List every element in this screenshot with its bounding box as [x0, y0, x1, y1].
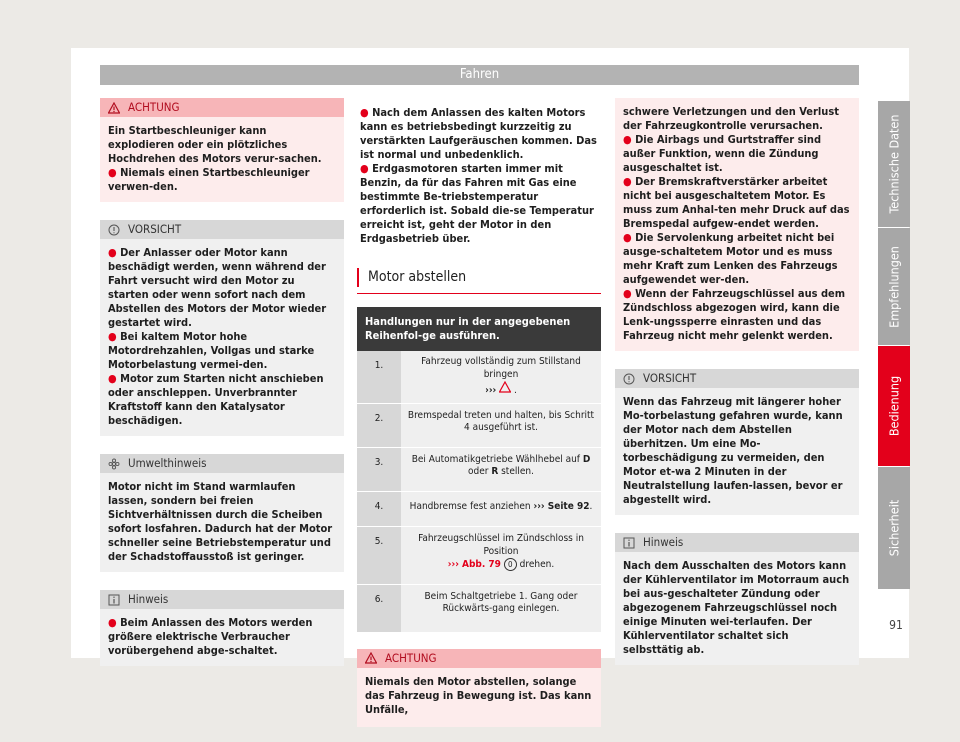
- table-row: 6. Beim Schaltgetriebe 1. Gang oder Rückwärts-gang einlegen.: [357, 584, 601, 632]
- list-item: ● Erdgasmotoren starten immer mit Benzin, da für das Fahren mit Gas eine bestimmte Be-triebstemperatur erforderlich ist. Sobald die-se Temperatur erreicht ist, geht der Motor in den Erdgasbetrieb über.: [360, 162, 594, 245]
- hinweis-header: Hinweis: [615, 533, 859, 552]
- caution-circle-icon: [623, 373, 635, 385]
- page-number: 91: [889, 618, 903, 632]
- info-icon: [623, 537, 635, 549]
- hinweis-box: [100, 590, 344, 666]
- warning-triangle-icon: [108, 102, 120, 114]
- table-row: 5. Fahrzeugschlüssel im Zündschloss in Position ››› Abb. 79 0 drehen.: [357, 527, 601, 585]
- achtung-body: Ein Startbeschleuniger kann explodieren oder ein plötzliches Hochdrehen des Motors verur-sachen. ● Niemals einen Startbeschleuniger verwen-den.: [100, 117, 344, 202]
- column-1: [100, 98, 344, 681]
- list-item: ● Motor zum Starten nicht anschieben oder anschleppen. Unverbrannter Kraftstoff kann den Katalysator beschädigen.: [108, 372, 324, 427]
- achtung-body: schwere Verletzungen und den Verlust der Fahrzeugkontrolle verursachen. ● Die Airbags und Gurtstraffer sind außer Funktion, wenn die Zündung ausgeschaltet ist. ● Der Bremskraftverstärker arbeitet nicht bei ausgeschaltetem Motor. Es muss zum Anhal-ten mehr Druck auf das Bremspedal aufgew-endet werden. ● Die Servolenkung arbeitet nicht bei ausge-schaltetem Motor und es muss mehr Kraft zum Lenken des Fahrzeugs aufgewendet wer-den. ● Wenn der Fahrzeugschlüssel aus dem Zündschloss abgezogen wird, kann die Lenk-ungssperre einrasten und das Fahrzeug nicht mehr gelenkt werden.: [615, 98, 859, 351]
- caution-circle-icon: [108, 224, 120, 236]
- list-item: ● Wenn der Fahrzeugschlüssel aus dem Zündschloss abgezogen wird, kann die Lenk-ungssperre einrasten und das Fahrzeug nicht mehr gelenkt werden.: [623, 287, 846, 342]
- tab-technische-daten[interactable]: Technische Daten: [878, 101, 910, 227]
- section-title: Motor abstellen: [357, 268, 601, 287]
- text-block: [357, 98, 601, 246]
- section-divider: [357, 293, 601, 294]
- achtung-body: Niemals den Motor abstellen, solange das Fahrzeug in Bewegung ist. Das kann Unfälle,: [357, 668, 601, 727]
- list-item: ● Der Anlasser oder Motor kann beschädigt werden, wenn während der Fahrt versucht wird den Motor zu starten oder wenn sofort nach dem Abstellen des Motors der Motor wieder gestartet wird.: [108, 246, 327, 329]
- hinweis-header: Hinweis: [100, 590, 344, 609]
- vorsicht-body: [100, 239, 344, 436]
- table-row: 4. Handbremse fest anziehen ››› Seite 92.: [357, 491, 601, 527]
- vorsicht-body: Wenn das Fahrzeug mit längerer hoher Mo-torbelastung gefahren wurde, kann der Motor nach dem Abstellen überhitzen. Um eine Mo-torbeschädigung zu vermeiden, den Motor et-wa 2 Minuten in der Neutralstellung laufen-lassen, bevor er abgestellt wird.: [615, 388, 859, 515]
- page-header: Fahren: [100, 65, 859, 85]
- tab-sicherheit[interactable]: Sicherheit: [878, 467, 910, 589]
- environment-flower-icon: [108, 458, 120, 470]
- vorsicht-box: [100, 220, 344, 436]
- table-row: 3. Bei Automatikgetriebe Wählhebel auf D oder R stellen.: [357, 447, 601, 491]
- list-item: ● Der Bremskraftverstärker arbeitet nicht bei ausgeschaltetem Motor. Es muss zum Anhal-ten mehr Druck auf das Bremspedal aufgew-endet werden.: [623, 175, 850, 230]
- achtung-box: [100, 98, 344, 202]
- umwelthinweis-body: Motor nicht im Stand warmlaufen lassen, sondern bei freien Sichtverhältnissen durch die Scheiben sofort losfahren. Dadurch hat der Motor schneller seine Betriebstemperatur und der Schadstoffausstoß ist geringer.: [100, 473, 344, 572]
- column-2: [357, 98, 601, 742]
- vorsicht-header: VORSICHT: [615, 369, 859, 388]
- list-item: ● Bei kaltem Motor hohe Motordrehzahlen, Vollgas und starke Motorbelastung vermei-den.: [108, 330, 315, 371]
- warning-triangle-icon: [499, 381, 511, 393]
- steps-table: [357, 307, 601, 633]
- umwelthinweis-box: [100, 454, 344, 572]
- list-item: ● Niemals einen Startbeschleuniger verwen-den.: [108, 166, 310, 193]
- table-row: 2. Bremspedal treten und halten, bis Schritt 4 ausgeführt ist.: [357, 403, 601, 447]
- umwelthinweis-header: Umwelthinweis: [100, 454, 344, 473]
- tab-empfehlungen[interactable]: Empfehlungen: [878, 228, 910, 345]
- hinweis-body: [100, 609, 344, 666]
- column-3: [615, 98, 859, 680]
- page-reference-link[interactable]: ››› Seite 92: [533, 500, 590, 512]
- figure-reference-link[interactable]: ››› Abb. 79: [447, 559, 501, 570]
- tab-bedienung[interactable]: Bedienung: [878, 346, 910, 466]
- list-item: ● Nach dem Anlassen des kalten Motors kann es betriebsbedingt kurzzeitig zu verstärkten Laufgeräuschen kommen. Das ist normal und unbedenklich.: [360, 106, 597, 161]
- position-circle: 0: [504, 558, 517, 571]
- hinweis-body: Nach dem Ausschalten des Motors kann der Kühlerventilator im Motorraum auch bei aus-geschalteter Zündung oder abgezogenem Fahrzeugschlüssel noch einige Minuten wei-terlaufen. Der Kühlerventilator schaltet sich selbsttätig ab.: [615, 552, 859, 665]
- achtung-header: ACHTUNG: [357, 649, 601, 668]
- list-item: ● Die Servolenkung arbeitet nicht bei ausge-schaltetem Motor und es muss mehr Kraft zum Lenken des Fahrzeugs aufgewendet wer-den.: [623, 231, 838, 286]
- table-header: Handlungen nur in der angegebenen Reihenfol-ge ausführen.: [357, 307, 601, 351]
- warning-triangle-icon: [365, 652, 377, 664]
- vorsicht-header: VORSICHT: [100, 220, 344, 239]
- achtung-header: ACHTUNG: [100, 98, 344, 117]
- list-item: ● Beim Anlassen des Motors werden größere elektrische Verbraucher vorübergehend abge-schaltet.: [108, 616, 313, 657]
- table-row: 1. Fahrzeug vollständig zum Stillstand bringen ››› .: [357, 351, 601, 403]
- info-icon: [108, 594, 120, 606]
- hinweis-box: [615, 533, 859, 665]
- list-item: ● Die Airbags und Gurtstraffer sind außer Funktion, wenn die Zündung ausgeschaltet ist.: [623, 133, 822, 174]
- achtung-box-2: [357, 649, 601, 727]
- vorsicht-box: [615, 369, 859, 515]
- achtung-box-continued: [615, 98, 859, 351]
